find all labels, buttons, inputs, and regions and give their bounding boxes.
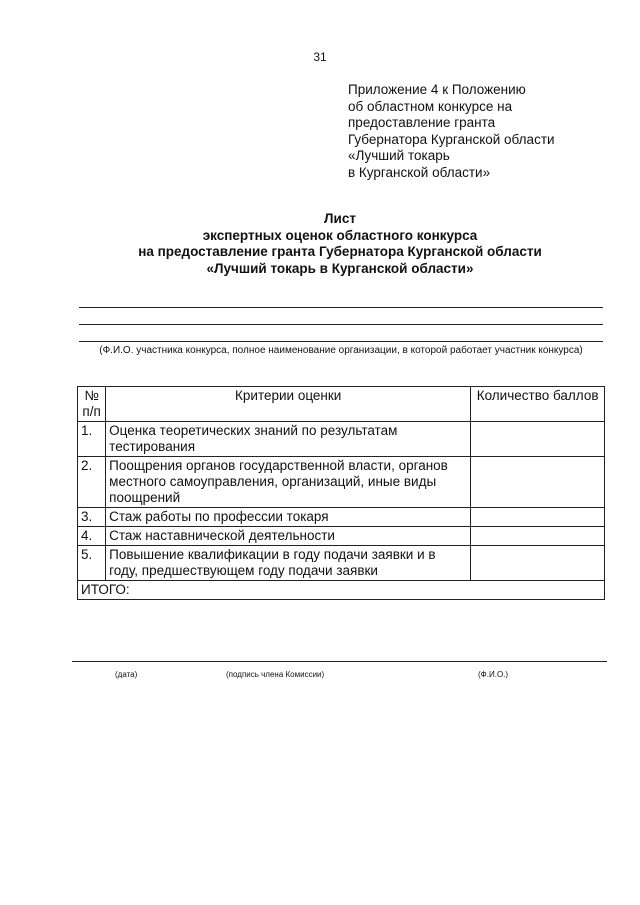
annex-line: Губернатора Курганской области xyxy=(348,131,555,147)
header-num: № п/п xyxy=(78,387,106,422)
annex-line: «Лучший токарь xyxy=(348,148,450,163)
criteria-table xyxy=(77,386,605,600)
title-line: на предоставление гранта Губернатора Курганской области xyxy=(138,244,542,259)
title-line: «Лучший токарь в Курганской области» xyxy=(206,260,474,276)
annex-line: Приложение 4 к Положению xyxy=(348,82,526,97)
signature-line[interactable] xyxy=(72,661,607,662)
annex-line: об областном конкурсе на xyxy=(348,98,513,114)
row-score-cell[interactable] xyxy=(471,508,605,527)
total-label: ИТОГО: xyxy=(78,581,605,600)
row-num: 1. xyxy=(78,422,106,457)
table-row xyxy=(78,508,605,527)
row-score-cell[interactable] xyxy=(471,422,605,457)
row-score-cell[interactable] xyxy=(471,546,605,581)
row-criteria: Оценка теоретических знаний по результатам тестирования xyxy=(106,422,471,457)
annex-line: в Курганской области» xyxy=(348,164,491,180)
table-row xyxy=(78,546,605,581)
row-score-cell[interactable] xyxy=(471,457,605,508)
row-criteria: Стаж работы по профессии токаря xyxy=(106,508,471,527)
row-score-cell[interactable] xyxy=(471,527,605,546)
annex-header xyxy=(348,82,555,181)
participant-fill-line-1[interactable] xyxy=(79,307,603,308)
signature-caption: (подпись члена Комиссии) xyxy=(226,670,325,679)
name-caption: (Ф.И.О.) xyxy=(478,670,509,679)
table-header-row xyxy=(78,387,605,422)
row-num: 3. xyxy=(78,508,106,527)
row-criteria: Повышение квалификации в году подачи заявки и в году, предшествующем году подачи заявки xyxy=(106,546,471,581)
page-number: 31 xyxy=(313,50,327,64)
row-criteria: Стаж наставнической деятельности xyxy=(106,527,471,546)
participant-fill-line-2[interactable] xyxy=(79,324,603,325)
header-criteria: Критерии оценки xyxy=(106,387,471,422)
date-caption: (дата) xyxy=(115,670,138,679)
table-row xyxy=(78,457,605,508)
table-row xyxy=(78,527,605,546)
table-total-row xyxy=(78,581,605,600)
row-criteria: Поощрения органов государственной власти, органов местного самоуправления, организаций, иные виды поощрений xyxy=(106,457,471,508)
row-num: 5. xyxy=(78,546,106,581)
participant-caption: (Ф.И.О. участника конкурса, полное наименование организации, в которой работает участник конкурса) xyxy=(99,345,583,356)
table-row xyxy=(78,422,605,457)
row-num: 4. xyxy=(78,527,106,546)
title-line: экспертных оценок областного конкурса xyxy=(202,227,478,243)
header-score: Количество баллов xyxy=(471,387,605,422)
document-title xyxy=(0,211,640,277)
annex-line: предоставление гранта xyxy=(348,115,496,130)
title-line: Лист xyxy=(324,211,356,226)
row-num: 2. xyxy=(78,457,106,508)
participant-fill-line-3[interactable] xyxy=(79,341,603,342)
